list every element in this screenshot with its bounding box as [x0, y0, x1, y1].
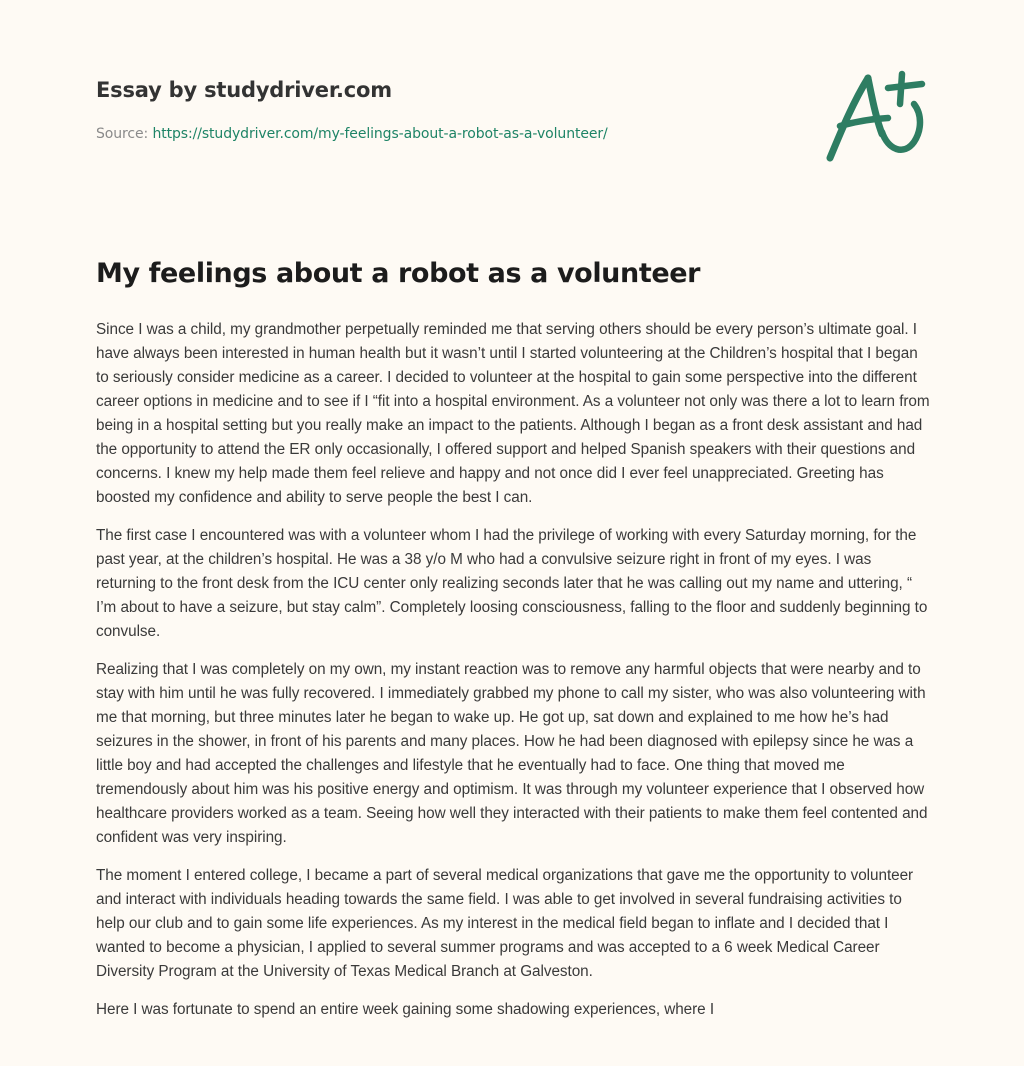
essay-paragraph: Since I was a child, my grandmother perpetually reminded me that serving others should be every person’s ultimate goal. I have always been interested in human health but it wasn’t until I started volunteering at the Children’s hospital that I began to seriously consider medicine as a career. I decided to volunteer at the hospital to gain some perspective into the different career options in medicine and to see if I “fit into a hospital environment. As a volunteer not only was there a lot to learn from being in a hospital setting but you really make an impact to the patients. Although I began as a front desk assistant and had the opportunity to attend the ER only occasionally, I offered support and helped Spanish speakers with their questions and concerns. I knew my help made them feel relieve and happy and not once did I ever feel unappreciated. Greeting has boosted my confidence and ability to serve people the best I can. [96, 321, 930, 506]
source-label: Source: [96, 126, 149, 142]
essay-title: My feelings about a robot as a volunteer [96, 258, 701, 289]
essay-paragraph: The moment I entered college, I became a part of several medical organizations that gave me the opportunity to volunteer and interact with individuals heading towards the same field. I was able to get involved in several fundraising activities to help our club and to gain some life experiences. As my interest in the medical field began to inflate and I decided that I wanted to become a physician, I applied to several summer programs and was accepted to a 6 week Medical Career Diversity Program at the University of Texas Medical Branch at Galveston. [96, 867, 914, 980]
essay-paragraph: The first case I encountered was with a volunteer whom I had the privilege of working with every Saturday morning, for the past year, at the children’s hospital. He was a 38 y/o M who had a convulsive seizure right in front of my eyes. I was returning to the front desk from the ICU center only realizing seconds later that he was calling out my name and uttering, “ I’m about to have a seizure, but stay calm”. Completely loosing consciousness, falling to the floor and suddenly beginning to convulse. [96, 527, 928, 640]
site-title: Essay by studydriver.com [96, 78, 392, 102]
page-header [96, 76, 796, 144]
essay-paragraph: Here I was fortunate to spend an entire week gaining some shadowing experiences, where I [96, 1001, 715, 1018]
essay-paragraph: Realizing that I was completely on my own, my instant reaction was to remove any harmful objects that were nearby and to stay with him until he was fully recovered. I immediately grabbed my phone to call my sister, who was also volunteering with me that morning, but three minutes later he began to wake up. He got up, sat down and explained to me how he’s had seizures in the shower, in front of his parents and many places. How he had been diagnosed with epilepsy since he was a little boy and had accepted the challenges and lifestyle that he eventually had to face. One thing that moved me tremendously about him was his positive energy and optimism. It was through my volunteer experience that I observed how healthcare providers worked as a team. Seeing how well they interacted with their patients to make them feel contented and confident was very inspiring. [96, 661, 928, 846]
source-link[interactable]: https://studydriver.com/my-feelings-about-a-robot-as-a-volunteer/ [152, 126, 608, 142]
source-line [96, 124, 796, 144]
a-plus-grade-icon [818, 64, 930, 168]
essay [96, 252, 932, 1036]
